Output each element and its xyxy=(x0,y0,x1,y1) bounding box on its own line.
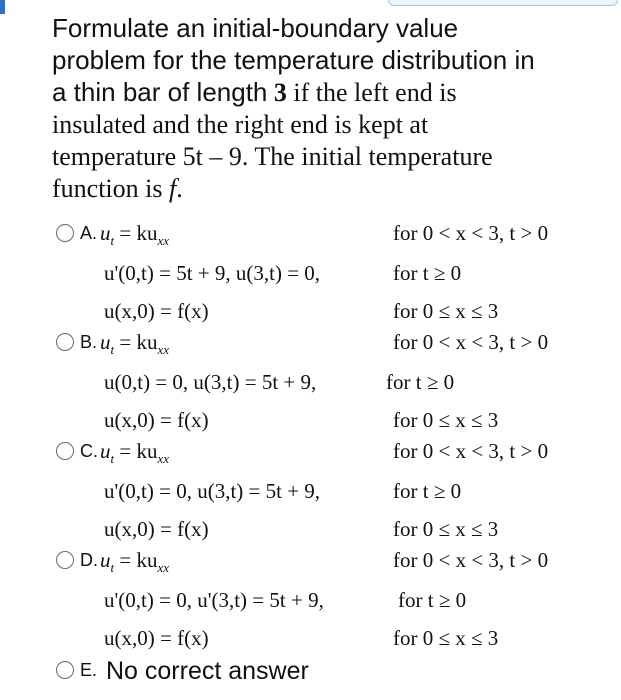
question-line-3-prefix: a thin bar of length xyxy=(52,77,268,107)
option-d-condition-3: for 0 ≤ x ≤ 3 xyxy=(393,626,499,650)
option-c-boundary: u'(0,t) = 0, u(3,t) = 5t + 9, xyxy=(104,479,321,503)
option-a-initial: u(x,0) = f(x) xyxy=(104,299,209,323)
option-d-pde-mid: = ku xyxy=(114,548,158,572)
option-b-radio[interactable] xyxy=(56,333,74,351)
left-accent-bar xyxy=(0,0,5,14)
option-e-text: No correct answer xyxy=(106,657,309,685)
option-c-condition-3: for 0 ≤ x ≤ 3 xyxy=(393,517,499,541)
option-d-pde-sub-xx: xx xyxy=(157,560,170,576)
initial-function-symbol: f xyxy=(169,174,177,203)
option-b-pde xyxy=(100,327,169,365)
option-b-initial: u(x,0) = f(x) xyxy=(104,408,209,432)
top-tab-edge xyxy=(388,0,618,6)
option-e-letter: E. xyxy=(80,660,98,680)
option-b-condition-2: for t ≥ 0 xyxy=(386,370,455,394)
option-b-pde-sub-t: t xyxy=(110,342,115,358)
option-d-radio[interactable] xyxy=(56,551,74,569)
option-c-condition-1: for 0 < x < 3, t > 0 xyxy=(393,439,549,463)
option-a-pde-sub-xx: xx xyxy=(157,233,170,249)
option-a-condition-2: for t ≥ 0 xyxy=(393,261,462,285)
option-b-condition-3: for 0 ≤ x ≤ 3 xyxy=(393,408,499,432)
option-b-boundary: u(0,t) = 0, u(3,t) = 5t + 9, xyxy=(104,370,317,394)
option-b-letter: B. xyxy=(80,332,98,352)
question-line-1: Formulate an initial-boundary value xyxy=(52,13,459,43)
option-a-pde-u: u xyxy=(100,221,111,245)
option-a-pde-mid: = ku xyxy=(114,221,158,245)
option-d-letter: D. xyxy=(80,550,98,570)
option-b-pde-mid: = ku xyxy=(114,330,158,354)
option-d-pde-sub-t: t xyxy=(110,560,115,576)
option-d-initial: u(x,0) = f(x) xyxy=(104,626,209,650)
question-line-5-suffix: . The initial temperature xyxy=(241,142,493,171)
question-line-5-prefix: temperature xyxy=(52,142,177,171)
option-c-pde-mid: = ku xyxy=(114,439,158,463)
option-a-letter: A. xyxy=(80,223,98,243)
question-line-3 xyxy=(52,76,592,109)
option-a-pde-sub-t: t xyxy=(110,233,115,249)
option-a-condition-3: for 0 ≤ x ≤ 3 xyxy=(393,299,499,323)
option-a-condition-1: for 0 < x < 3, t > 0 xyxy=(393,221,549,245)
option-c-pde-sub-t: t xyxy=(110,451,115,467)
option-b-pde-sub-xx: xx xyxy=(157,342,170,358)
option-b-pde-u: u xyxy=(100,330,111,354)
option-c-letter: C. xyxy=(80,441,98,461)
option-d-pde xyxy=(100,545,169,583)
question-line-6-prefix: function is xyxy=(52,174,163,203)
option-c-condition-2: for t ≥ 0 xyxy=(393,479,462,503)
bar-length: 3 xyxy=(273,78,287,107)
option-e-radio[interactable] xyxy=(56,661,74,679)
option-c-pde xyxy=(100,436,169,474)
option-a-radio[interactable] xyxy=(56,224,74,242)
question-line-6-end: . xyxy=(176,174,183,203)
question-text xyxy=(52,12,592,205)
option-c-pde-sub-xx: xx xyxy=(157,451,170,467)
question-line-5 xyxy=(52,141,592,173)
question-line-6 xyxy=(52,173,592,205)
option-d-boundary: u'(0,t) = 0, u'(3,t) = 5t + 9, xyxy=(104,588,324,612)
question-line-4: insulated and the right end is kept at xyxy=(52,110,429,139)
option-a-boundary: u'(0,t) = 5t + 9, u(3,t) = 0, xyxy=(104,261,321,285)
option-c-pde-u: u xyxy=(100,439,111,463)
option-d-condition-1: for 0 < x < 3, t > 0 xyxy=(393,548,549,572)
option-c-initial: u(x,0) = f(x) xyxy=(104,517,209,541)
option-d-pde-u: u xyxy=(100,548,111,572)
question-line-3-suffix: if the left end is xyxy=(293,78,457,107)
option-d-condition-2: for t ≥ 0 xyxy=(398,588,467,612)
option-c-radio[interactable] xyxy=(56,442,74,460)
right-end-temperature: 5t – 9 xyxy=(182,142,242,171)
option-b-condition-1: for 0 < x < 3, t > 0 xyxy=(393,330,549,354)
option-a-pde xyxy=(100,218,169,256)
question-line-2: problem for the temperature distribution in xyxy=(52,45,535,75)
